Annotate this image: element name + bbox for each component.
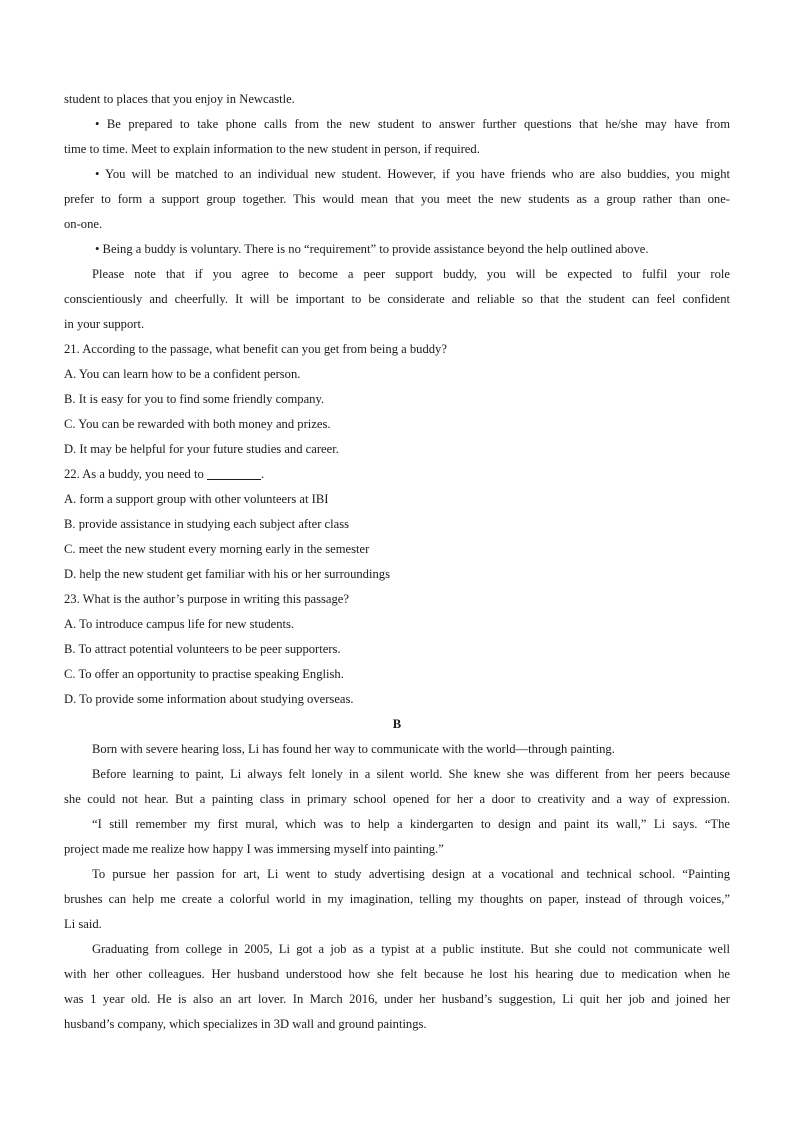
question-22-stem-period: . bbox=[260, 467, 265, 481]
question-22-option-c: C. meet the new student every morning early in the semester bbox=[64, 542, 370, 556]
question-22-option-d: D. help the new student get familiar with his or her surroundings bbox=[64, 567, 390, 581]
passage-b-paragraph-5-cont2: was 1 year old. He is also an art lover. In March 2016, under her husband’s suggestion, Li quit her job and joined her bbox=[64, 992, 730, 1006]
question-23-option-b: B. To attract potential volunteers to be peer supporters. bbox=[64, 642, 341, 656]
bullet-phone-calls: • Be prepared to take phone calls from the new student to answer further questions that he/she may have from bbox=[95, 117, 730, 131]
passage-b-paragraph-3: “I still remember my first mural, which was to help a kindergarten to design and paint its wall,” Li says. “The bbox=[92, 817, 730, 831]
question-21-option-b: B. It is easy for you to find some friendly company. bbox=[64, 392, 325, 406]
note-paragraph: Please note that if you agree to become a peer support buddy, you will be expected to fulfil your role bbox=[92, 267, 730, 281]
question-21-stem: 21. According to the passage, what benefit can you get from being a buddy? bbox=[64, 342, 447, 356]
question-23-stem: 23. What is the author’s purpose in writing this passage? bbox=[64, 592, 349, 606]
passage-b-heading: B bbox=[392, 717, 402, 731]
note-paragraph-end: in your support. bbox=[64, 317, 145, 331]
passage-b-paragraph-5: Graduating from college in 2005, Li got a job as a typist at a public institute. But she could not communicate well bbox=[92, 942, 730, 956]
question-22-stem-text: 22. As a buddy, you need to bbox=[64, 467, 204, 481]
passage-b-paragraph-5-cont: with her other colleagues. Her husband understood how she felt because he lost his hearing due to medication when he bbox=[64, 967, 730, 981]
question-22-option-a: A. form a support group with other volunteers at IBI bbox=[64, 492, 329, 506]
document-page bbox=[64, 87, 730, 1037]
question-21-option-d: D. It may be helpful for your future studies and career. bbox=[64, 442, 339, 456]
bullet-matched: • You will be matched to an individual new student. However, if you have friends who are also buddies, you might bbox=[95, 167, 730, 181]
passage-b-paragraph-2: Before learning to paint, Li always felt lonely in a silent world. She knew she was different from her peers because bbox=[92, 767, 730, 781]
note-paragraph-cont: conscientiously and cheerfully. It will be important to be considerate and reliable so that the student can feel confident bbox=[64, 292, 730, 306]
passage-b-paragraph-4-cont: brushes can help me create a colorful world in my imagination, telling my thoughts on paper, instead of through voices,” bbox=[64, 892, 730, 906]
question-22-option-b: B. provide assistance in studying each subject after class bbox=[64, 517, 350, 531]
question-22-stem bbox=[64, 462, 730, 487]
passage-b-paragraph-3-cont: project made me realize how happy I was immersing myself into painting.” bbox=[64, 842, 444, 856]
passage-b-paragraph-2-cont: she could not hear. But a painting class in primary school opened for her a door to creativity and a way of expression. bbox=[64, 792, 730, 806]
question-23-option-c: C. To offer an opportunity to practise speaking English. bbox=[64, 667, 344, 681]
question-21-option-c: C. You can be rewarded with both money and prizes. bbox=[64, 417, 331, 431]
bullet-matched-end: on-one. bbox=[64, 217, 103, 231]
question-23-option-d: D. To provide some information about studying overseas. bbox=[64, 692, 354, 706]
answer-blank bbox=[207, 465, 261, 480]
passage-b-paragraph-4-end: Li said. bbox=[64, 917, 102, 931]
bullet-matched-cont: prefer to form a support group together. This would mean that you meet the new students as a group rather than one- bbox=[64, 192, 730, 206]
bullet-voluntary: • Being a buddy is voluntary. There is no “requirement” to provide assistance beyond the help outlined above. bbox=[95, 242, 649, 256]
passage-b-paragraph-4: To pursue her passion for art, Li went to study advertising design at a vocational and technical school. “Painting bbox=[92, 867, 730, 881]
passage-b-paragraph-5-end: husband’s company, which specializes in 3D wall and ground paintings. bbox=[64, 1017, 427, 1031]
question-23-option-a: A. To introduce campus life for new students. bbox=[64, 617, 295, 631]
bullet-phone-calls-cont: time to time. Meet to explain information to the new student in person, if required. bbox=[64, 142, 480, 156]
passage-b-paragraph-1: Born with severe hearing loss, Li has found her way to communicate with the world—through painting. bbox=[92, 742, 615, 756]
question-21-option-a: A. You can learn how to be a confident person. bbox=[64, 367, 301, 381]
passage-a-line: student to places that you enjoy in Newcastle. bbox=[64, 92, 295, 106]
